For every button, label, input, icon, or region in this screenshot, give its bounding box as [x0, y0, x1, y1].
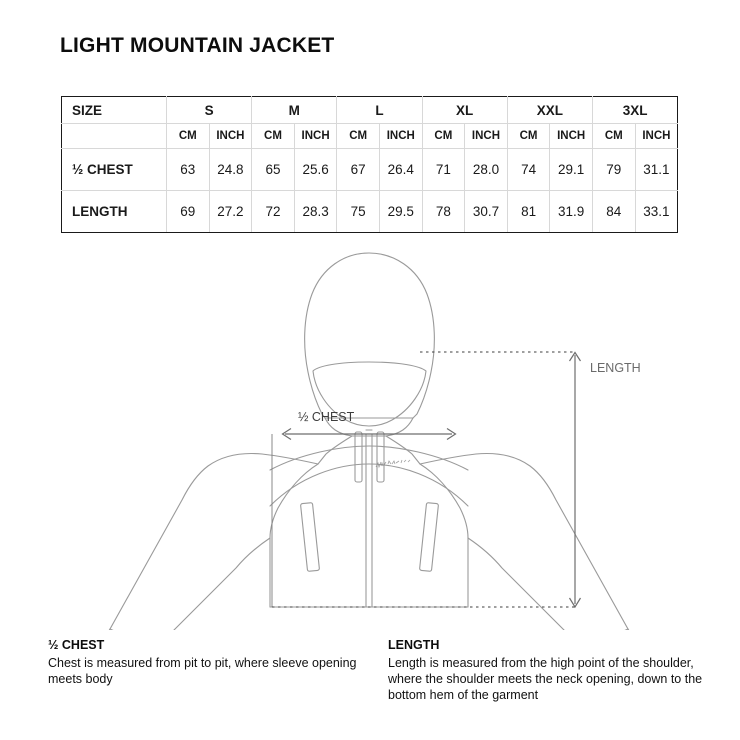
table-header-unit-cm-3xl: CM [592, 124, 635, 149]
cell-length-s-cm: 69 [167, 191, 210, 233]
cell-chest-l-cm: 67 [337, 149, 380, 191]
shoulder-seam-left [270, 464, 318, 538]
note-length-title: LENGTH [388, 638, 440, 652]
cell-chest-s-cm: 63 [167, 149, 210, 191]
hood-outline [305, 253, 435, 418]
cuff-left [105, 629, 152, 630]
cell-length-m-inch: 28.3 [294, 191, 337, 233]
row-label-chest: ½ CHEST [62, 149, 167, 191]
note-length [388, 638, 708, 703]
cell-length-s-inch: 27.2 [209, 191, 252, 233]
chest-pocket-left [355, 432, 362, 482]
table-header-unit-cm-m: CM [252, 124, 295, 149]
size-chart-table [61, 96, 677, 233]
waist-panel-seam [270, 464, 468, 506]
shoulder-seam-right [420, 464, 468, 538]
collar-left [318, 436, 352, 464]
cell-length-l-inch: 29.5 [379, 191, 422, 233]
chest-dimension-label: ½ CHEST [298, 410, 355, 424]
cell-length-xl-cm: 78 [422, 191, 465, 233]
table-header-sizes [62, 97, 678, 124]
table-header-size-l: L [337, 97, 422, 124]
table-header-units-blank [62, 124, 167, 149]
sleeve-left-inner [148, 538, 270, 630]
table-header-size-xxl: XXL [507, 97, 592, 124]
page-title: LIGHT MOUNTAIN JACKET [60, 34, 335, 57]
sleeve-left-outline [105, 454, 318, 631]
row-label-length: LENGTH [62, 191, 167, 233]
cell-chest-xl-cm: 71 [422, 149, 465, 191]
length-dimension-arrow [570, 353, 581, 608]
table-header-unit-inch-m: INCH [294, 124, 337, 149]
chest-pocket-right [377, 432, 384, 482]
table-header-unit-inch-s: INCH [209, 124, 252, 149]
cell-length-xxl-inch: 31.9 [550, 191, 593, 233]
note-chest [48, 638, 368, 687]
cell-chest-m-inch: 25.6 [294, 149, 337, 191]
table-header-size-m: M [252, 97, 337, 124]
cell-length-l-cm: 75 [337, 191, 380, 233]
table-header-size-label: SIZE [62, 97, 167, 124]
cell-chest-m-cm: 65 [252, 149, 295, 191]
table-header-unit-inch-xl: INCH [465, 124, 508, 149]
cell-length-3xl-inch: 33.1 [635, 191, 678, 233]
table-header-unit-cm-s: CM [167, 124, 210, 149]
table-header-units [62, 124, 678, 149]
table-header-size-s: S [167, 97, 252, 124]
table-header-unit-inch-3xl: INCH [635, 124, 678, 149]
cell-chest-l-inch: 26.4 [379, 149, 422, 191]
table-row-length [62, 191, 678, 233]
measurement-notes [0, 638, 740, 718]
table-header-unit-cm-xxl: CM [507, 124, 550, 149]
yoke-seam [270, 446, 468, 470]
cell-chest-xxl-cm: 74 [507, 149, 550, 191]
length-guides [272, 352, 576, 607]
cell-chest-3xl-cm: 79 [592, 149, 635, 191]
table-header-unit-inch-l: INCH [379, 124, 422, 149]
table-header-unit-inch-xxl: INCH [550, 124, 593, 149]
cell-chest-xxl-inch: 29.1 [550, 149, 593, 191]
hand-pocket-right [419, 503, 438, 572]
note-chest-body: Chest is measured from pit to pit, where sleeve opening meets body [48, 656, 357, 686]
sleeve-right-inner [468, 538, 590, 630]
cell-length-xxl-cm: 81 [507, 191, 550, 233]
cuff-right [586, 629, 633, 630]
table-header-size-xl: XL [422, 97, 507, 124]
table-row-chest [62, 149, 678, 191]
hand-pocket-left [300, 503, 319, 572]
note-chest-title: ½ CHEST [48, 638, 105, 652]
table-header-unit-cm-l: CM [337, 124, 380, 149]
cell-length-xl-inch: 30.7 [465, 191, 508, 233]
length-dimension-label: LENGTH [590, 361, 641, 375]
table-header-size-3xl: 3XL [592, 97, 677, 124]
note-length-body: Length is measured from the high point of the shoulder, where the shoulder meets the neck opening, down to the bottom hem of the garment [388, 656, 703, 702]
jacket-diagram [0, 238, 740, 630]
collar-right [386, 436, 420, 464]
cell-chest-s-inch: 24.8 [209, 149, 252, 191]
cell-chest-3xl-inch: 31.1 [635, 149, 678, 191]
cell-chest-xl-inch: 28.0 [465, 149, 508, 191]
cell-length-3xl-cm: 84 [592, 191, 635, 233]
sleeve-right-outline [420, 454, 633, 631]
table-header-unit-cm-xl: CM [422, 124, 465, 149]
cell-length-m-cm: 72 [252, 191, 295, 233]
